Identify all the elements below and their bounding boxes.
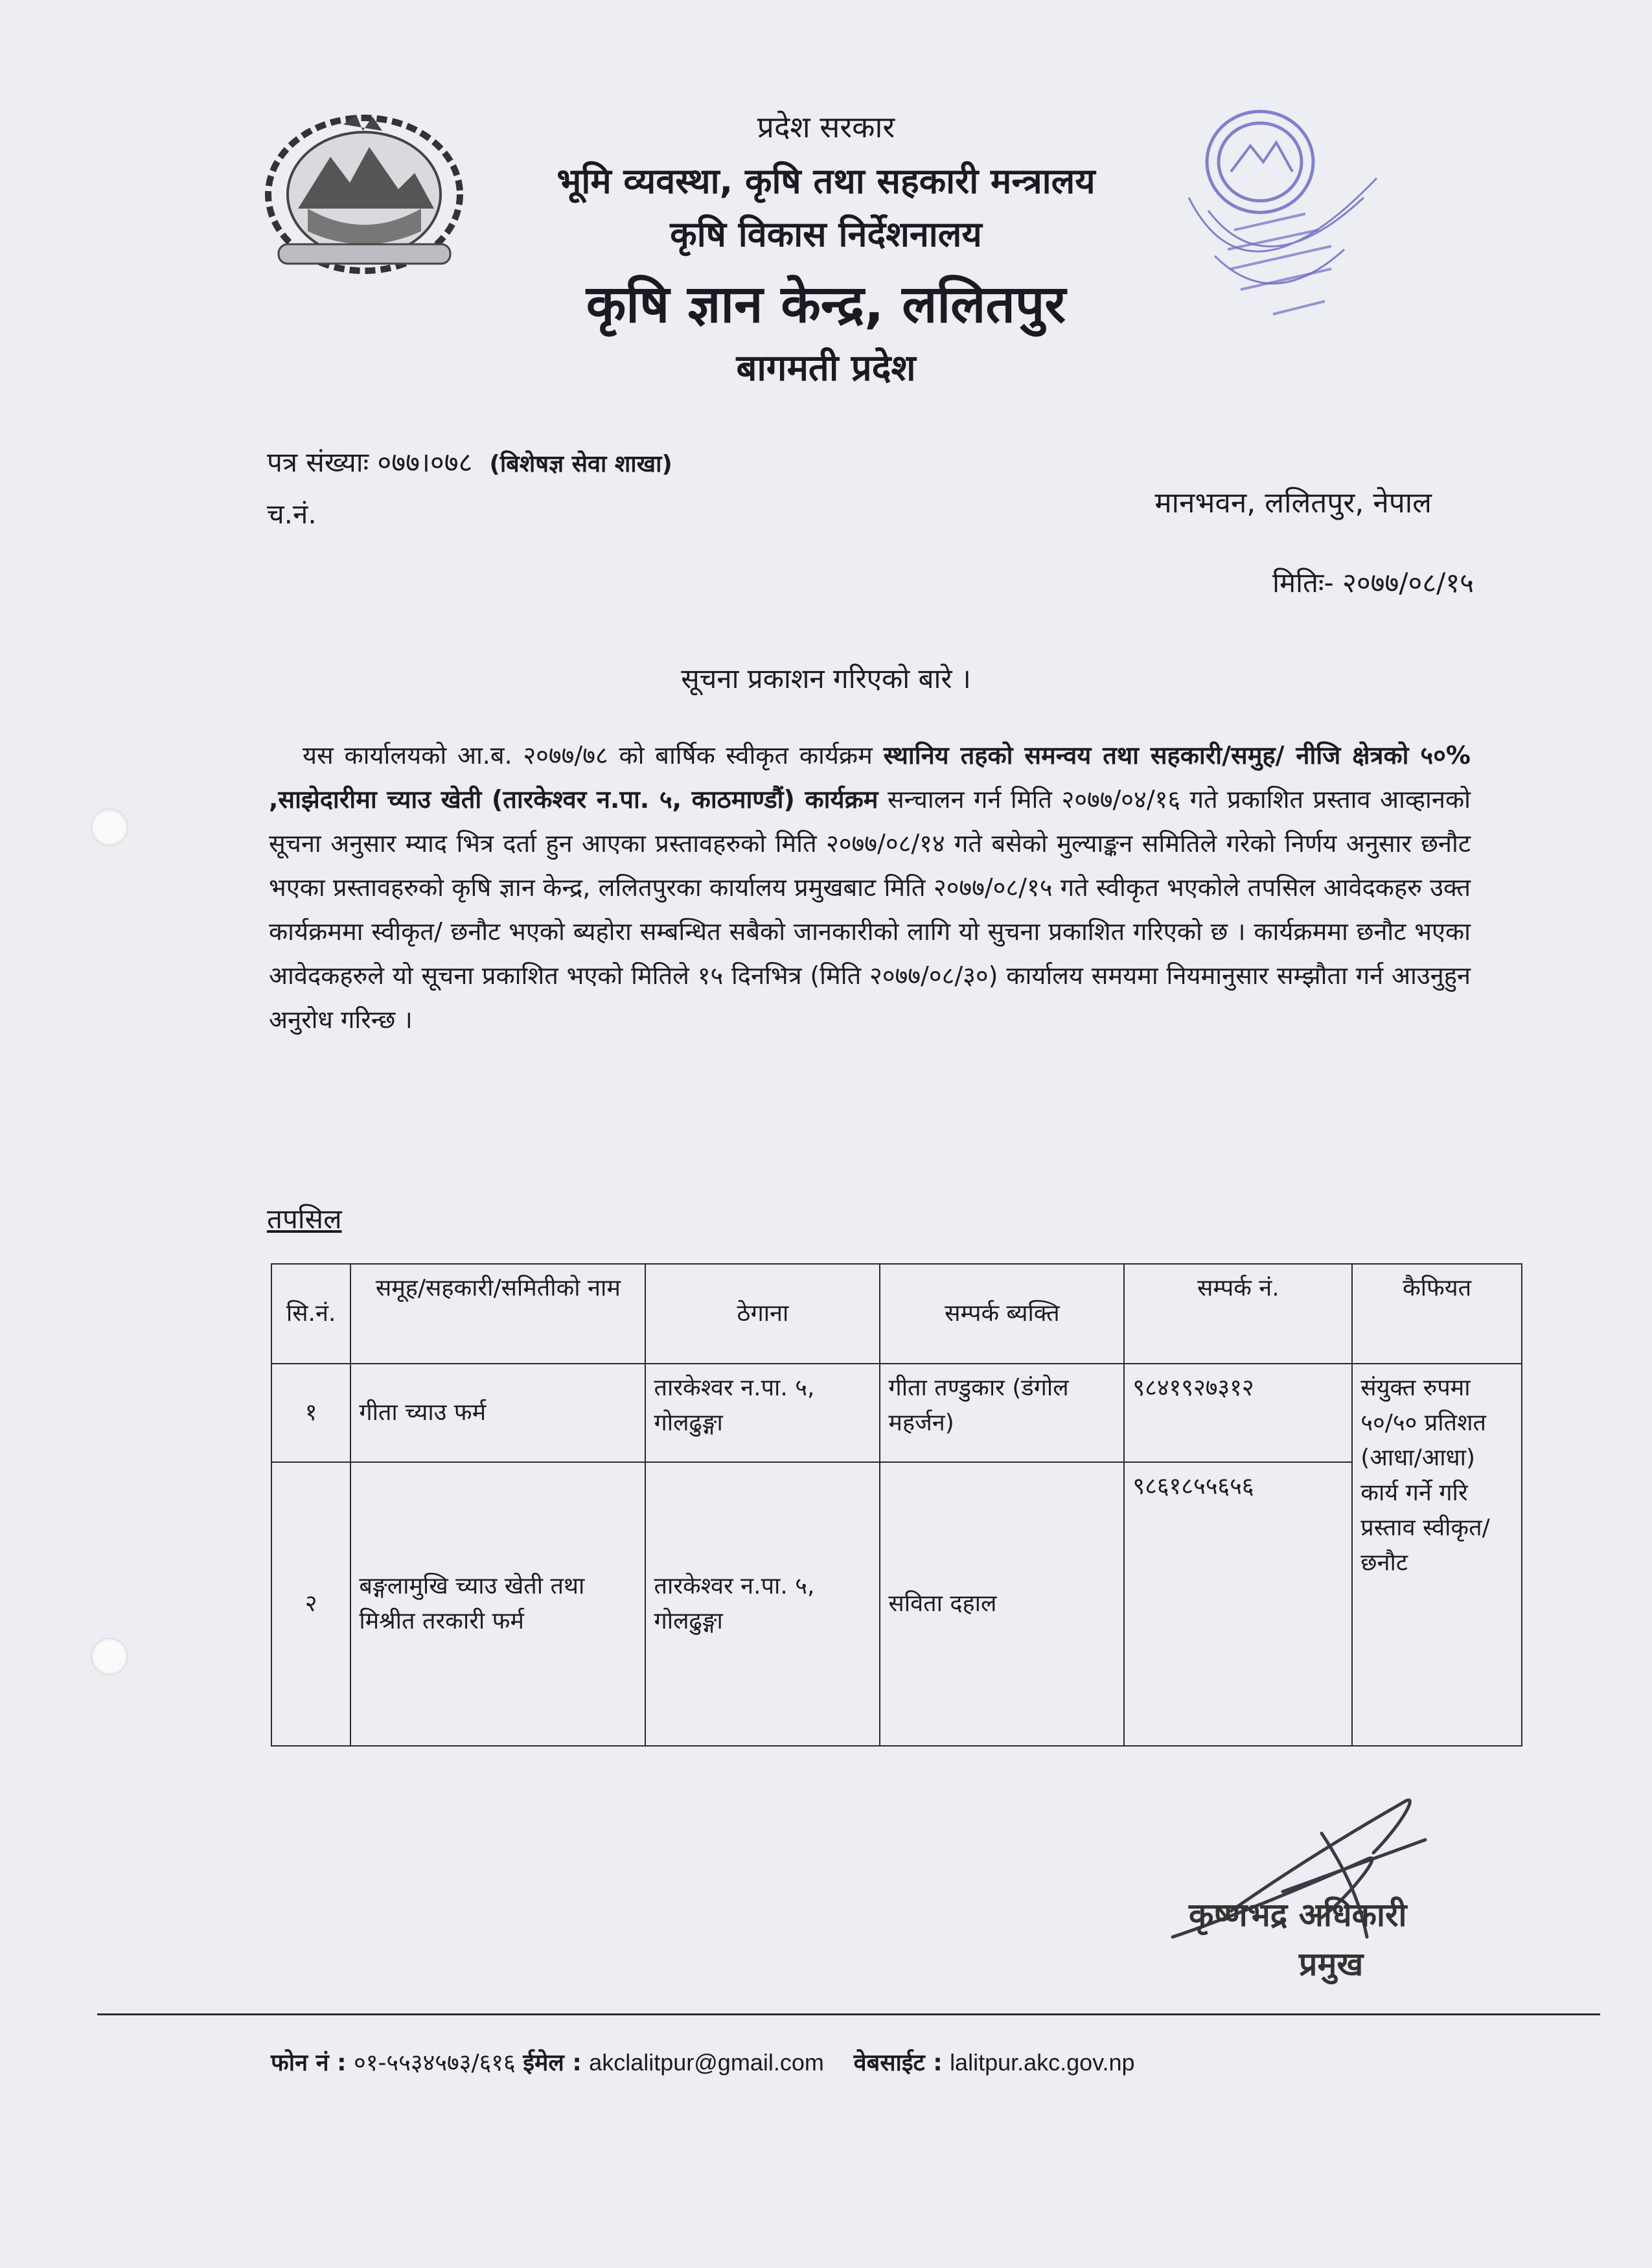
header-ministry: भूमि व्यवस्था, कृषि तथा सहकारी मन्त्रालय xyxy=(556,161,1096,201)
office-address: मानभवन, ललितपुर, नेपाल xyxy=(1154,487,1432,520)
cell-group-name: बङ्गलामुखि च्याउ खेती तथा मिश्रीत तरकारी फर्म xyxy=(350,1462,645,1746)
header-province: बागमती प्रदेश xyxy=(736,347,916,389)
cell-group-name: गीता च्याउ फर्म xyxy=(350,1364,645,1462)
body-part-2: सन्चालन गर्न मिति २०७७/०४/१६ गते प्रकाशित प्रस्ताव आव्हानको सूचना अनुसार म्याद भित्र दर्ता हुन आएका प्रस्तावहरुको मिति २०७७/०८/१४ गते बसेको मुल्याङ्कन समितिले गरेको निर्णय अनुसार छनौट भएका प्रस्तावहरुको कृषि ज्ञान केन्द्र, ललितपुरका कार्यालय प्रमुखबाट मिति २०७७/०८/१५ गते स्वीकृत भएकोले तपसिल आवेदकहरु उक्त कार्यक्रममा स्वीकृत/ छनौट भएको ब्यहोरा सम्बन्धित सबैको जानकारीको लागि यो सुचना प्रकाशित गरिएको छ । कार्यक्रममा छनौट भएका आवेदकहरुले यो सूचना प्रकाशित भएको मितिले १५ दिनभित्र (मिति २०७७/०८/३०) कार्यालय समयमा नियमानुसार सम्झौता गर्न आउनुहुन अनुरोध गरिन्छ । xyxy=(269,785,1471,1034)
header-directorate: कृषि विकास निर्देशनालय xyxy=(670,214,982,255)
cell-address: तारकेश्वर न.पा. ५, गोलढुङ्गा xyxy=(645,1364,880,1462)
dispatch-number: च.नं. xyxy=(267,498,317,530)
body-program-name: स्थानिय तहको समन्वय तथा सहकारी/समुह/ नीजि क्षेत्रको ५०% ,साझेदारीमा च्याउ खेती (तारकेश्वर न.पा. ५, काठमाण्डौं) कार्यक्रम xyxy=(269,741,1471,814)
cell-remarks: संयुक्त रुपमा ५०/५० प्रतिशत (आधा/आधा) कार्य गर्ने गरि प्रस्ताव स्वीकृत/ छनौट xyxy=(1352,1364,1522,1746)
punch-hole-top xyxy=(91,808,128,846)
cell-contact-number: ९८६१८५५६५६ xyxy=(1124,1462,1352,1746)
phone-number: ०१-५५३४५७३/६१६ xyxy=(353,2050,516,2076)
header-address: ठेगाना xyxy=(645,1264,880,1364)
reference-label: पत्र संख्याः ०७७।०७८ xyxy=(267,446,473,478)
header-contact-number: सम्पर्क नं. xyxy=(1124,1264,1352,1364)
letter-subject: सूचना प्रकाशन गरिएको बारे । xyxy=(681,663,971,694)
signatory-title: प्रमुख xyxy=(1299,1945,1364,1983)
cell-sn: १ xyxy=(271,1364,350,1462)
footer-contact xyxy=(271,2046,1135,2078)
header-group-name: समूह/सहकारी/समितीको नाम xyxy=(350,1264,645,1364)
table-row xyxy=(271,1462,1522,1746)
table-row xyxy=(271,1364,1522,1462)
cell-contact-person: गीता तण्डुकार (डंगोल महर्जन) xyxy=(880,1364,1124,1462)
details-heading: तपसिल xyxy=(267,1203,342,1235)
header-province-government: प्रदेश सरकार xyxy=(757,109,895,144)
letter-date: मितिः- २०७७/०८/१५ xyxy=(1272,567,1474,599)
body-paragraph xyxy=(269,733,1471,1042)
phone-label: फोन नं : xyxy=(271,2050,347,2076)
email-label: ईमेल : xyxy=(523,2050,582,2076)
cell-sn: २ xyxy=(271,1462,350,1746)
website-link[interactable]: lalitpur.akc.gov.np xyxy=(950,2049,1135,2076)
cell-contact-number: ९८४१९२७३१२ xyxy=(1124,1364,1352,1462)
branch-name: (बिशेषज्ञ सेवा शाखा) xyxy=(489,451,672,477)
header-office-name: कृषि ज्ञान केन्द्र, ललितपुर xyxy=(586,274,1066,334)
footer-divider xyxy=(97,2013,1600,2015)
cell-address: तारकेश्वर न.पा. ५, गोलढुङ्गा xyxy=(645,1462,880,1746)
selection-table xyxy=(271,1263,1522,1747)
header-remarks: कैफियत xyxy=(1352,1264,1522,1364)
header-sn: सि.नं. xyxy=(271,1264,350,1364)
reference-number xyxy=(267,443,672,480)
body-part-1: यस कार्यालयको आ.ब. २०७७/७८ को बार्षिक स्वीकृत कार्यक्रम xyxy=(303,741,884,770)
email-link[interactable]: akclalitpur@gmail.com xyxy=(589,2049,824,2076)
table-header-row xyxy=(271,1264,1522,1364)
header-contact-person: सम्पर्क ब्यक्ति xyxy=(880,1264,1124,1364)
punch-hole-bottom xyxy=(91,1638,128,1675)
signatory-name: कृष्णभद्र अधिकारी xyxy=(1189,1896,1407,1934)
cell-contact-person: सविता दहाल xyxy=(880,1462,1124,1746)
website-label: वेबसाईट : xyxy=(853,2050,943,2076)
